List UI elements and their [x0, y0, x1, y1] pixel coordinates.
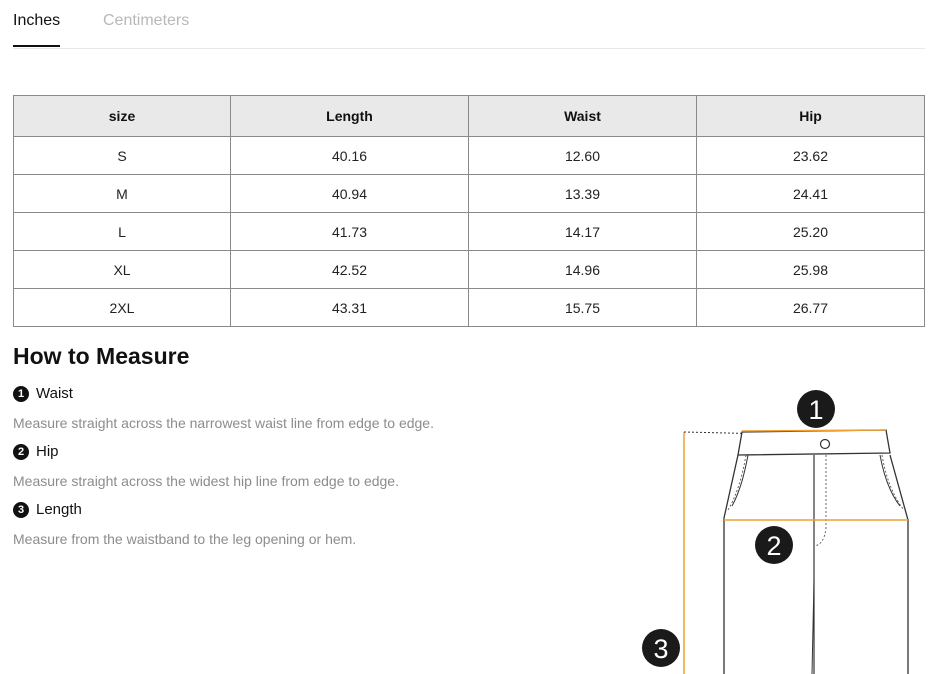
- cell-size: S: [14, 137, 231, 175]
- table-row: [14, 251, 925, 289]
- measure-desc-waist: Measure straight across the narrowest waist line from edge to edge.: [13, 415, 434, 431]
- cell-waist: 13.39: [469, 175, 697, 213]
- how-to-measure-title: How to Measure: [13, 343, 190, 369]
- marker-2: 2: [766, 531, 782, 561]
- measure-label: Waist: [36, 385, 73, 402]
- measure-item-length: [13, 500, 82, 520]
- table-header-row: [14, 96, 925, 137]
- marker-3: 3: [653, 634, 669, 664]
- cell-length: 40.16: [231, 137, 469, 175]
- cell-length: 42.52: [231, 251, 469, 289]
- header-waist: Waist: [469, 96, 697, 137]
- cell-waist: 15.75: [469, 289, 697, 327]
- header-length: Length: [231, 96, 469, 137]
- size-table: [13, 95, 925, 327]
- number-badge-icon: 2: [13, 444, 29, 460]
- measure-label: Hip: [36, 443, 59, 460]
- pants-diagram-icon: [636, 380, 936, 674]
- number-badge-icon: 1: [13, 386, 29, 402]
- cell-length: 41.73: [231, 213, 469, 251]
- marker-1: 1: [808, 395, 824, 425]
- cell-waist: 12.60: [469, 137, 697, 175]
- cell-length: 40.94: [231, 175, 469, 213]
- tab-centimeters[interactable]: Centimeters: [103, 12, 190, 29]
- measure-item-hip: [13, 442, 59, 462]
- table-row: [14, 213, 925, 251]
- unit-tabs: [13, 0, 925, 49]
- cell-size: L: [14, 213, 231, 251]
- cell-hip: 25.98: [697, 251, 925, 289]
- cell-size: XL: [14, 251, 231, 289]
- cell-hip: 26.77: [697, 289, 925, 327]
- measure-desc-length: Measure from the waistband to the leg opening or hem.: [13, 531, 357, 547]
- header-hip: Hip: [697, 96, 925, 137]
- table-row: [14, 289, 925, 327]
- measure-desc-hip: Measure straight across the widest hip line from edge to edge.: [13, 473, 399, 489]
- cell-waist: 14.96: [469, 251, 697, 289]
- cell-waist: 14.17: [469, 213, 697, 251]
- table-row: [14, 175, 925, 213]
- cell-size: M: [14, 175, 231, 213]
- measure-label: Length: [36, 501, 82, 518]
- number-badge-icon: 3: [13, 502, 29, 518]
- tab-inches[interactable]: Inches: [13, 11, 60, 47]
- cell-length: 43.31: [231, 289, 469, 327]
- cell-hip: 23.62: [697, 137, 925, 175]
- cell-hip: 24.41: [697, 175, 925, 213]
- measure-item-waist: [13, 384, 73, 404]
- table-row: [14, 137, 925, 175]
- cell-hip: 25.20: [697, 213, 925, 251]
- cell-size: 2XL: [14, 289, 231, 327]
- header-size: size: [14, 96, 231, 137]
